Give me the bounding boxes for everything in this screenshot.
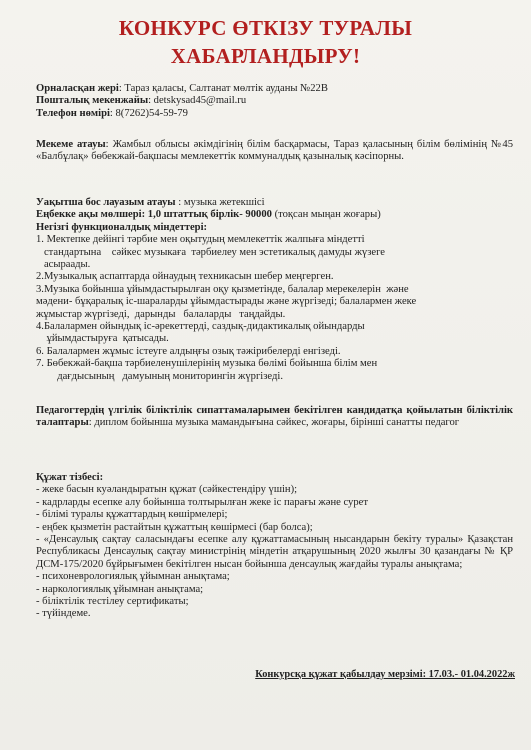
document-item: - кадрларды есепке алу бойынша толтырылған жеке іс парағы және сурет	[36, 496, 368, 508]
document-item: - психоневрологиялық ұйымнан анықтама;	[36, 571, 230, 583]
documents-block	[36, 472, 513, 621]
vacancy-line	[36, 197, 513, 209]
document-item: - жеке басын куәландыратын құжат (сәйкестендіру үшін);	[36, 484, 298, 496]
address-label: Орналасқан жері	[36, 83, 119, 94]
duty-line: 4.Балалармен ойындық іс-әрекеттерді, саздық-дидактикалық ойындарды	[36, 321, 365, 333]
institution-label: Мекеме атауы	[36, 139, 106, 150]
email-line	[36, 95, 513, 107]
health-certificate-item: - «Денсаулық сақтау саласындағы есепке алу құжаттамасының нысандарын бекіту туралы» Қазақстан Республикасы Денсаулық сақтау министрінің міндетін атқарушының 2020 жылғы 30 қазандағы № ҚР ДСМ-175/2020 бұйрығымен бекітілген нысан бойынша денсаулық жағдайы туралы анықтама;	[36, 534, 513, 570]
duties-list	[36, 234, 513, 383]
duty-line: ұйымдастыруға қатысады.	[36, 333, 169, 345]
vacancy-label: Уақытша бос лауазым атауы	[36, 197, 176, 208]
vacancy-value: : музыка жетекшісі	[175, 197, 265, 208]
institution-text: : Жамбыл облысы әкімдігінің білім басқармасы, Тараз қаласының білім бөлімінің №45 «Балбұлақ» бөбекжай-бақшасы мемлекеттік коммуналдық қазыналық кәсіпорны.	[36, 139, 513, 163]
email-value: : detskysad45@mail.ru	[148, 95, 247, 107]
document-title	[0, 14, 531, 70]
document-item: - біліктілік тестілеу сертификаты;	[36, 596, 189, 608]
requirements-text: : диплом бойынша музыка мамандығына сәйкес, жоғары, бірінші санатты педагог	[88, 417, 460, 429]
salary-label: Еңбекке ақы мөлшері	[36, 209, 142, 221]
duty-line: стандартына сәйкес музыкаға тәрбиелеу мен эстетикалық дамуды жүзеге	[36, 246, 385, 258]
requirements-block	[36, 405, 513, 430]
phone-label: Телефон нөмірі	[36, 107, 110, 119]
salary-value: : 1,0 штаттық бірлік- 90000	[141, 209, 272, 221]
phone-line	[36, 108, 513, 120]
duty-line: 6. Балалармен жұмыс істеуге алдыңғы озық тәжірибелерді енгізеді.	[36, 345, 341, 357]
title-line-1: КОНКУРС ӨТКІЗУ ТУРАЛЫ	[118, 16, 413, 40]
salary-tail: ан жоғары)	[330, 209, 381, 221]
duties-heading: Негізгі функционалдық міндеттері:	[36, 221, 208, 233]
document-item: - білімі туралы құжаттардың көшірмелері;	[36, 509, 228, 521]
salary-words: (тоқсан мың	[271, 209, 331, 221]
duty-line: жұмыстар жүргізеді, дарынды балаларды таңдайды.	[36, 308, 286, 320]
institution-block	[36, 139, 513, 164]
document-item: - түйіндеме.	[36, 608, 91, 620]
duty-line: 2.Музыкалық аспаптарда ойнаудың техникасын шебер меңгерген.	[36, 271, 334, 283]
address-line	[36, 83, 513, 95]
document-item: - наркологиялық ұйымнан анықтама;	[36, 583, 204, 595]
duty-line: дағдысының дамуының мониторингін жүргізеді.	[36, 370, 283, 382]
requirements-label: Педагогтердің үлгілік біліктілік сипаттамаларымен бекітілген кандидатқа қойылатын біліктілік талаптары	[36, 405, 513, 429]
deadline-note: Конкурсқа құжат қабылдау мерзімі: 17.03.- 01.04.2022ж	[255, 669, 515, 680]
contacts-block	[36, 83, 513, 120]
duty-line: асыраады.	[36, 259, 91, 271]
document-item: - еңбек қызметін растайтын құжаттың көшірмесі (бар болса);	[36, 521, 313, 533]
duty-line: 3.Музыка бойынша ұйымдастырылған оқу қызметінде, балалар мерекелерін және	[36, 283, 409, 295]
vacancy-block	[36, 197, 513, 383]
salary-line	[36, 209, 513, 221]
duty-line: мәдени- бұқаралық іс-шараларды ұйымдастырады және жүргізеді; балалармен жеке	[36, 296, 417, 308]
duty-line: 1. Мектепке дейінгі тәрбие мен оқытудың мемлекеттік жалпыға міндетті	[36, 234, 365, 246]
email-label: Пошталық мекенжайы	[36, 95, 149, 107]
address-value: : Тараз қаласы, Салтанат мөлтік ауданы №22В	[118, 83, 328, 94]
documents-heading: Құжат тізбесі:	[36, 472, 104, 483]
title-line-2: ХАБАРЛАНДЫРУ!	[170, 44, 361, 68]
duty-line: 7. Бөбекжай-бақша тәрбиеленушілерінің музыка бөлімі бойынша білім мен	[36, 358, 378, 370]
phone-value: : 8(7262)54-59-79	[109, 107, 188, 119]
